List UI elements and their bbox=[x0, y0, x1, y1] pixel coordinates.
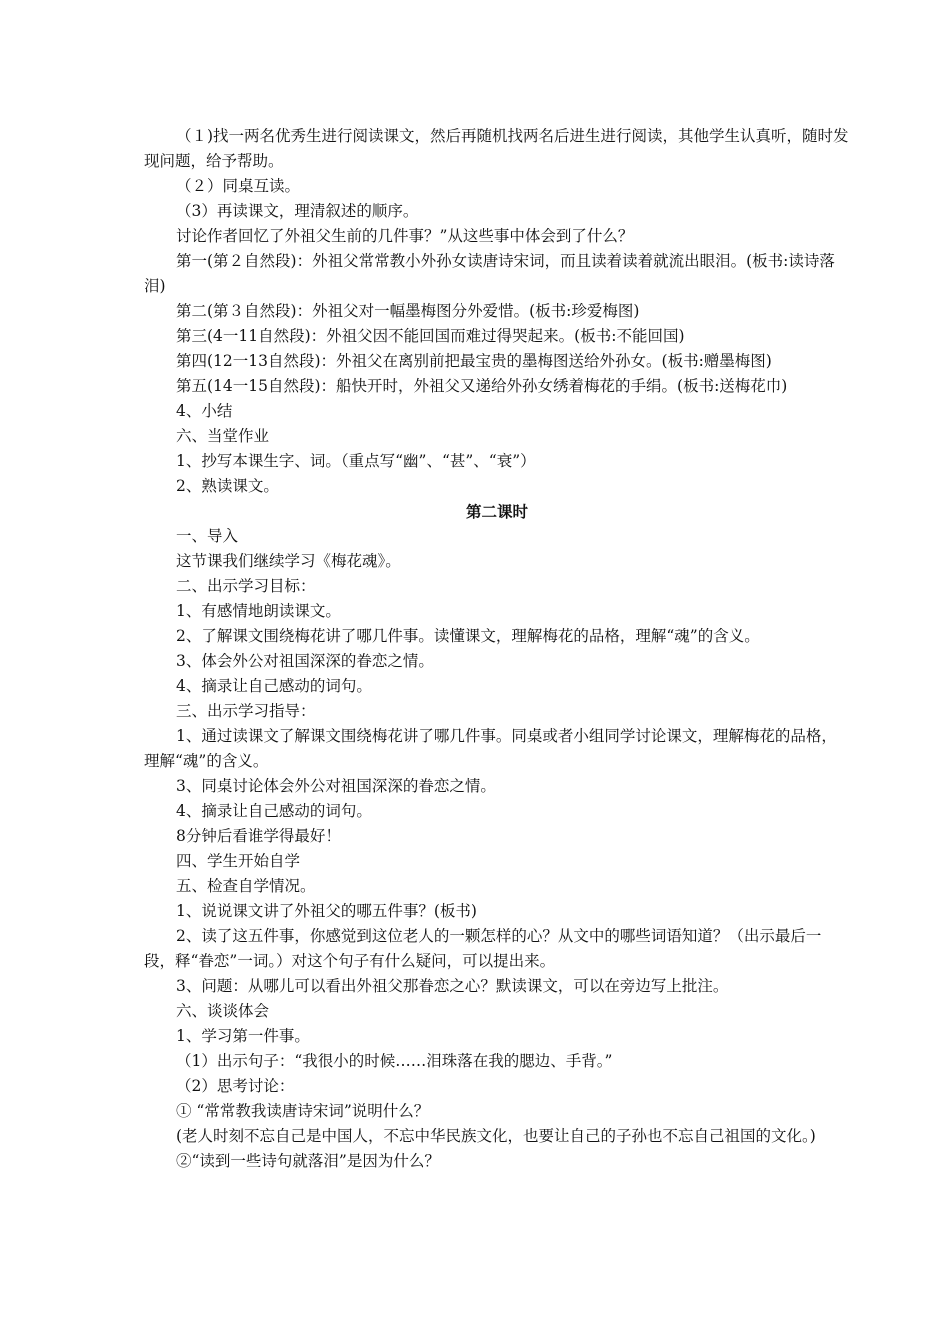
paragraph: 五、检查自学情况。 bbox=[176, 877, 316, 895]
paragraph: 四、学生开始自学 bbox=[176, 852, 301, 870]
paragraph: 第五(14一15自然段)：船快开时，外祖父又递给外孙女绣着梅花的手绢。(板书:送梅花巾) bbox=[176, 377, 788, 395]
paragraph: 这节课我们继续学习《梅花魂》。 bbox=[176, 552, 401, 570]
paragraph: 三、出示学习指导： bbox=[176, 702, 316, 720]
paragraph: 2、读了这五件事，你感觉到这位老人的一颗怎样的心？从文中的哪些词语知道？（出示最后一段，释“眷恋”一词。）对这个句子有什么疑问，可以提出来。 bbox=[144, 927, 822, 970]
paragraph: 六、当堂作业 bbox=[176, 427, 270, 445]
paragraph: 讨论作者回忆了外祖父生前的几件事？”从这些事中体会到了什么？ bbox=[176, 227, 634, 245]
paragraph: 4、摘录让自己感动的词句。 bbox=[176, 802, 372, 820]
paragraph: 第四(12一13自然段)：外祖父在离别前把最宝贵的墨梅图送给外孙女。(板书:赠墨梅图) bbox=[176, 352, 772, 370]
paragraph: 一、导入 bbox=[176, 527, 239, 545]
paragraph: 二、出示学习目标： bbox=[176, 577, 316, 595]
section-title: 第二课时 bbox=[465, 502, 528, 521]
paragraph: 8分钟后看谁学得最好！ bbox=[176, 827, 341, 845]
paragraph: 3、问题：从哪儿可以看出外祖父那眷恋之心？默读课文，可以在旁边写上批注。 bbox=[176, 977, 729, 995]
paragraph: ②“读到一些诗句就落泪”是因为什么？ bbox=[176, 1152, 440, 1170]
paragraph: 3、体会外公对祖国深深的眷恋之情。 bbox=[176, 652, 434, 670]
paragraph: 第一(第２自然段)：外祖父常常教小外孙女读唐诗宋词，而且读着读着就流出眼泪。(板书:读诗落泪) bbox=[144, 252, 835, 295]
paragraph: （3）再读课文，理清叙述的顺序。 bbox=[176, 202, 419, 220]
document-body bbox=[144, 124, 850, 1174]
paragraph: 1、学习第一件事。 bbox=[176, 1027, 310, 1045]
paragraph: 2、了解课文围绕梅花讲了哪几件事。读懂课文，理解梅花的品格，理解“魂”的含义。 bbox=[176, 627, 760, 645]
paragraph: 1、说说课文讲了外祖父的哪五件事？(板书) bbox=[176, 902, 477, 920]
paragraph: （2）思考讨论： bbox=[176, 1077, 295, 1095]
paragraph: （1）出示句子：“我很小的时候……泪珠落在我的腮边、手背。” bbox=[176, 1052, 613, 1070]
paragraph: 第三(4一11自然段)：外祖父因不能回国而难过得哭起来。(板书:不能回国) bbox=[176, 327, 685, 345]
paragraph: (老人时刻不忘自己是中国人，不忘中华民族文化，也要让自己的子孙也不忘自己祖国的文化。) bbox=[176, 1127, 816, 1145]
paragraph: 1、抄写本课生字、词。（重点写“幽”、“甚”、“衰”） bbox=[176, 452, 536, 470]
paragraph: 3、同桌讨论体会外公对祖国深深的眷恋之情。 bbox=[176, 777, 496, 795]
paragraph: ① “常常教我读唐诗宋词”说明什么？ bbox=[176, 1102, 430, 1120]
paragraph: 4、摘录让自己感动的词句。 bbox=[176, 677, 372, 695]
paragraph: 1、有感情地朗读课文。 bbox=[176, 602, 341, 620]
paragraph: 六、谈谈体会 bbox=[176, 1002, 270, 1020]
paragraph: （２）同桌互读。 bbox=[176, 177, 301, 195]
paragraph: 2、熟读课文。 bbox=[176, 477, 279, 495]
paragraph: 第二(第３自然段)：外祖父对一幅墨梅图分外爱惜。(板书:珍爱梅图) bbox=[176, 302, 640, 320]
paragraph: 4、小结 bbox=[176, 402, 233, 420]
paragraph: 1、通过读课文了解课文围绕梅花讲了哪几件事。同桌或者小组同学讨论课文，理解梅花的品格，理解“魂”的含义。 bbox=[144, 727, 837, 770]
paragraph: （１)找一两名优秀生进行阅读课文，然后再随机找两名后进生进行阅读，其他学生认真听，随时发现问题，给予帮助。 bbox=[144, 127, 849, 170]
